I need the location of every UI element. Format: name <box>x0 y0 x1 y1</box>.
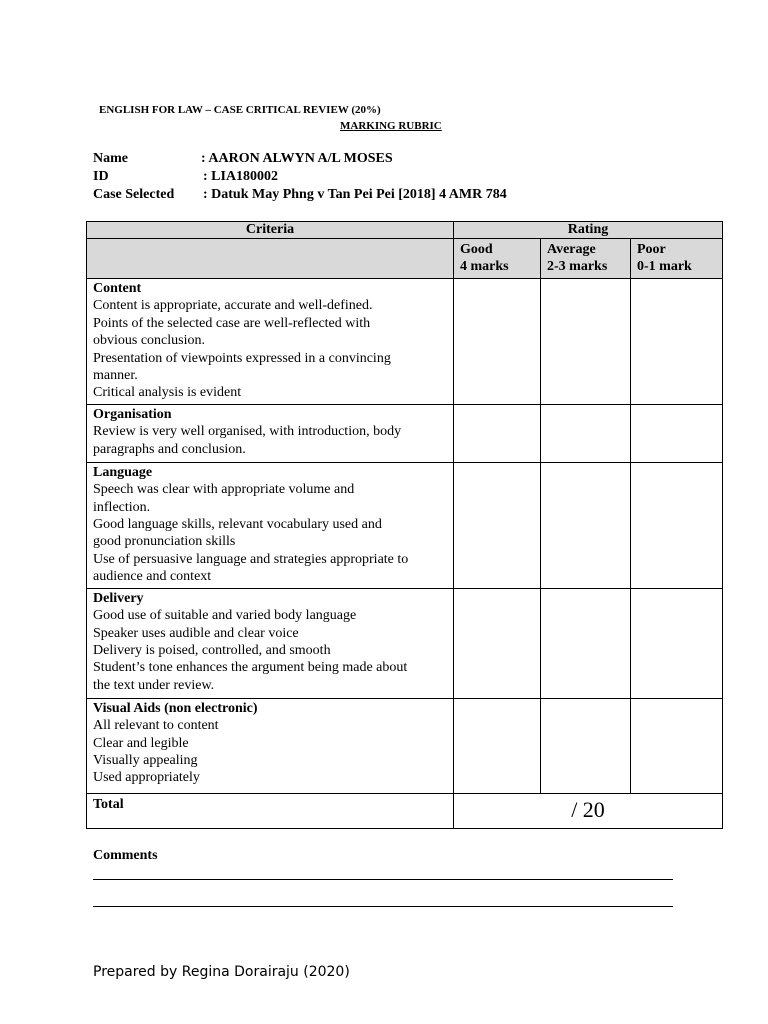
criterion-line: obvious conclusion. <box>93 333 205 349</box>
score-cell-average[interactable] <box>541 462 631 588</box>
score-cell-average[interactable] <box>541 588 631 698</box>
criterion-row-language <box>87 462 723 588</box>
criterion-line: Good language skills, relevant vocabulary used and <box>93 517 382 533</box>
criterion-line: Clear and legible <box>93 735 189 751</box>
score-cell-good[interactable] <box>454 698 541 793</box>
criterion-line: Good use of suitable and varied body language <box>93 608 357 624</box>
criterion-heading: Visual Aids (non electronic) <box>93 700 258 716</box>
criterion-line: Presentation of viewpoints expressed in a convincing <box>93 350 391 366</box>
criterion-line: good pronunciation skills <box>93 534 236 550</box>
score-cell-average[interactable] <box>541 279 631 405</box>
score-cell-good[interactable] <box>454 279 541 405</box>
rating-average-name: Average <box>547 242 596 257</box>
criterion-line: Student’s tone enhances the argument being made about <box>93 660 408 676</box>
score-cell-poor[interactable] <box>631 462 723 588</box>
criterion-line: Points of the selected case are well-reflected with <box>93 315 371 331</box>
criterion-line: Used appropriately <box>93 770 200 786</box>
criterion-line: Critical analysis is evident <box>93 385 242 401</box>
criteria-header: Criteria <box>87 222 454 239</box>
name-label: Name <box>93 151 128 166</box>
criterion-line: inflection. <box>93 499 151 515</box>
criterion-heading: Content <box>93 281 142 296</box>
rating-average-header <box>541 239 631 279</box>
criterion-line: Visually appealing <box>93 752 198 768</box>
total-score[interactable]: / 20 <box>454 793 723 828</box>
rating-poor-name: Poor <box>637 242 666 257</box>
criterion-line: Review is very well organised, with introduction, body <box>93 424 402 440</box>
id-label: ID <box>93 169 109 184</box>
total-label: Total <box>87 793 454 828</box>
criterion-line: the text under review. <box>93 677 215 693</box>
case-label: Case Selected <box>93 187 175 202</box>
criterion-line: Use of persuasive language and strategies appropriate to <box>93 551 409 567</box>
criterion-row-visual-aids <box>87 698 723 793</box>
criterion-line: paragraphs and conclusion. <box>93 441 246 457</box>
document-title: ENGLISH FOR LAW – CASE CRITICAL REVIEW (20%) <box>99 104 381 116</box>
rating-poor-header <box>631 239 723 279</box>
criterion-row-delivery <box>87 588 723 698</box>
score-cell-good[interactable] <box>454 404 541 462</box>
comment-line-1[interactable] <box>93 879 673 880</box>
rating-good-header <box>454 239 541 279</box>
criterion-organisation <box>87 404 454 462</box>
criterion-line: Speech was clear with appropriate volume and <box>93 482 355 498</box>
comments-label: Comments <box>93 848 158 863</box>
score-cell-poor[interactable] <box>631 279 723 405</box>
rating-header: Rating <box>454 222 723 239</box>
criterion-heading: Delivery <box>93 590 144 606</box>
rating-average-marks: 2-3 marks <box>547 259 608 274</box>
criterion-delivery <box>87 588 454 698</box>
marking-rubric-table <box>86 221 723 829</box>
criterion-row-content <box>87 279 723 405</box>
criteria-subheader-blank <box>87 239 454 279</box>
name-value: : AARON ALWYN A/L MOSES <box>201 151 393 166</box>
rating-good-marks: 4 marks <box>460 259 509 274</box>
total-row <box>87 793 723 828</box>
criterion-line: Speaker uses audible and clear voice <box>93 625 299 641</box>
score-cell-poor[interactable] <box>631 588 723 698</box>
rating-poor-marks: 0-1 mark <box>637 259 692 274</box>
criterion-line: manner. <box>93 368 138 384</box>
score-cell-poor[interactable] <box>631 404 723 462</box>
score-cell-good[interactable] <box>454 588 541 698</box>
document-subtitle: MARKING RUBRIC <box>340 120 442 132</box>
criterion-language <box>87 462 454 588</box>
criterion-line: Content is appropriate, accurate and well-defined. <box>93 298 373 314</box>
criterion-content <box>87 279 454 405</box>
criterion-line: audience and context <box>93 569 212 585</box>
score-cell-poor[interactable] <box>631 698 723 793</box>
comment-line-2[interactable] <box>93 906 673 907</box>
score-cell-good[interactable] <box>454 462 541 588</box>
score-cell-average[interactable] <box>541 404 631 462</box>
criterion-line: All relevant to content <box>93 718 219 734</box>
case-value: : Datuk May Phng v Tan Pei Pei [2018] 4 AMR 784 <box>203 187 507 202</box>
criterion-row-organisation <box>87 404 723 462</box>
id-value: : LIA180002 <box>203 169 279 184</box>
prepared-by-footer: Prepared by Regina Dorairaju (2020) <box>93 964 350 980</box>
score-cell-average[interactable] <box>541 698 631 793</box>
rating-good-name: Good <box>460 242 493 257</box>
criterion-heading: Organisation <box>93 406 172 422</box>
criterion-line: Delivery is poised, controlled, and smooth <box>93 642 331 658</box>
criterion-visual-aids <box>87 698 454 793</box>
criterion-heading: Language <box>93 464 153 480</box>
